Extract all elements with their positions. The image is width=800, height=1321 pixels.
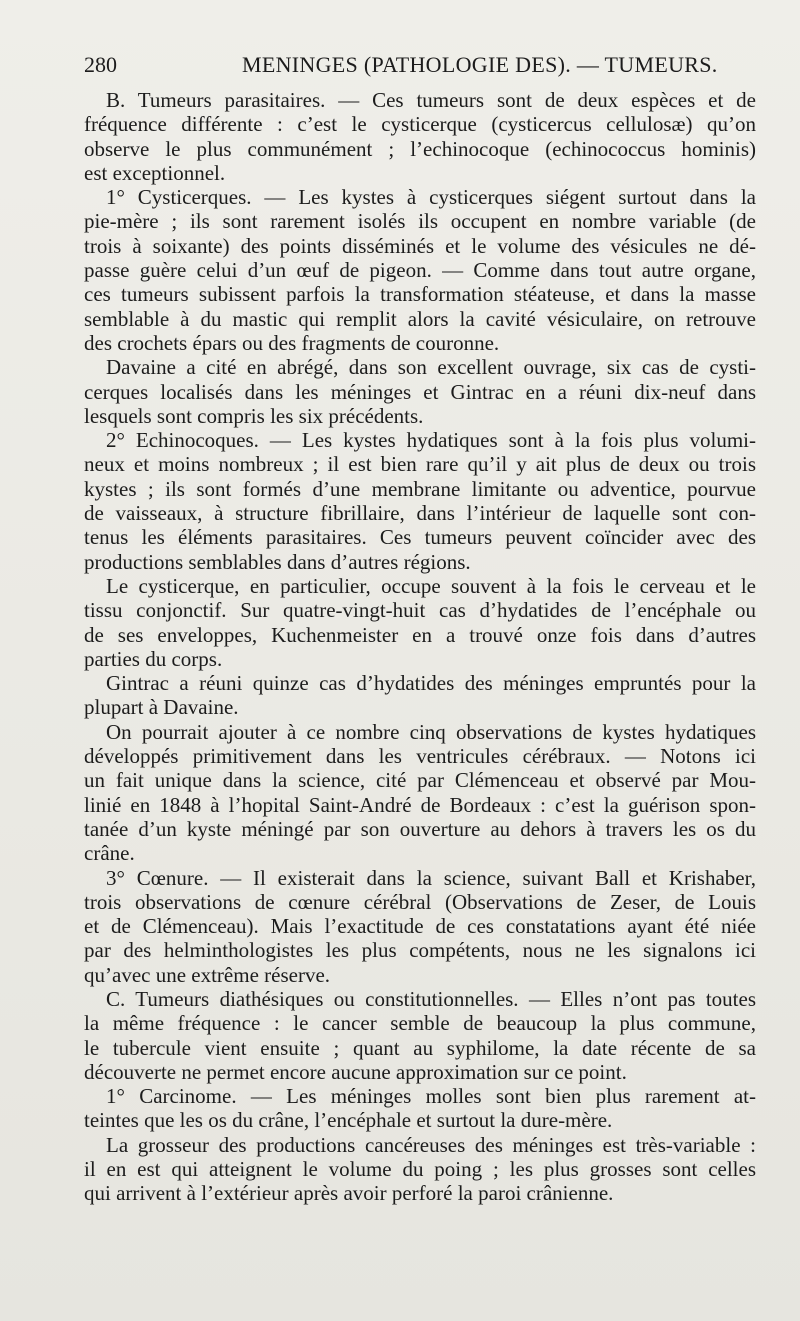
- text-line: parties du corps.: [84, 646, 223, 671]
- text-line: il en est qui atteignent le volume du poing ; les plus grosses sont celles: [84, 1157, 756, 1182]
- text-line: B. Tumeurs parasitaires. — Ces tumeurs sont de deux espèces et de: [106, 88, 756, 112]
- text-line: trois observations de cœnure cérébral (Observations de Zeser, de Louis: [84, 889, 756, 914]
- text-line: C. Tumeurs diathésiques ou constitutionnelles. — Elles n’ont pas toutes: [106, 986, 756, 1011]
- text-line: et de Clémenceau). Mais l’exactitude de ces constatations ayant été niée: [84, 914, 756, 939]
- text-line: passe guère celui d’un œuf de pigeon. — Comme dans tout autre organe,: [84, 258, 756, 283]
- text-line: par des helminthologistes les plus compétents, nous ne les signalons ici: [84, 938, 756, 963]
- text-line: Davaine a cité en abrégé, dans son excellent ouvrage, six cas de cysti-: [106, 355, 756, 380]
- text-line: de ses enveloppes, Kuchenmeister en a trouvé onze fois dans d’autres: [84, 622, 756, 647]
- paragraph: [84, 1084, 756, 1133]
- text-line: kystes ; ils sont formés d’une membrane limitante ou adventice, pourvue: [84, 476, 756, 501]
- paragraph: [84, 185, 756, 355]
- text-line: Le cysticerque, en particulier, occupe souvent à la fois le cerveau et le: [106, 573, 756, 598]
- text-line: semblable à du mastic qui remplit alors la cavité vésiculaire, on retrouve: [84, 306, 756, 331]
- page-number: 280: [84, 52, 117, 77]
- text-line: le tubercule vient ensuite ; quant au syphilome, la date récente de sa: [84, 1035, 756, 1060]
- text-line: un fait unique dans la science, cité par Clémenceau et observé par Mou-: [84, 768, 756, 793]
- text-line: tenus les éléments parasitaires. Ces tumeurs peuvent coïncider avec des: [84, 525, 756, 550]
- paragraph: [84, 574, 756, 671]
- text-line: des crochets épars ou des fragments de couronne.: [84, 330, 500, 355]
- running-title: MENINGES (PATHOLOGIE DES). — TUMEURS.: [242, 52, 718, 77]
- paragraph: [84, 720, 756, 866]
- text-line: ces tumeurs subissent parfois la transformation stéateuse, et dans la masse: [84, 282, 756, 307]
- text-line: On pourrait ajouter à ce nombre cinq observations de kystes hydatiques: [106, 719, 756, 744]
- paragraph: [84, 355, 756, 428]
- text-line: observe le plus communément ; l’echinocoque (echinococcus hominis): [84, 136, 756, 161]
- text-line: découverte ne permet encore aucune approximation sur ce point.: [84, 1059, 627, 1084]
- text-line: la même fréquence : le cancer semble de beaucoup la plus commune,: [84, 1011, 756, 1036]
- text-line: crâne.: [84, 841, 135, 866]
- paragraph: [84, 1133, 756, 1206]
- text-line: qui arrivent à l’extérieur après avoir perforé la paroi crânienne.: [84, 1181, 614, 1206]
- text-line: pie-mère ; ils sont rarement isolés ils occupent en nombre variable (de: [84, 209, 756, 234]
- text-line: La grosseur des productions cancéreuses des méninges est très-variable :: [106, 1132, 756, 1157]
- text-line: cerques localisés dans les méninges et Gintrac en a réuni dix-neuf dans: [84, 379, 756, 404]
- paragraph: [84, 88, 756, 185]
- text-line: 1° Carcinome. — Les méninges molles sont bien plus rarement at-: [106, 1084, 756, 1109]
- paragraph: [84, 987, 756, 1084]
- text-line: développés primitivement dans les ventricules cérébraux. — Notons ici: [84, 744, 756, 769]
- text-line: 1° Cysticerques. — Les kystes à cysticerques siégent surtout dans la: [106, 185, 756, 210]
- text-line: fréquence différente : c’est le cysticerque (cysticercus cellulosæ) qu’on: [84, 112, 756, 137]
- text-line: 3° Cœnure. — Il existerait dans la science, suivant Ball et Krishaber,: [106, 865, 756, 890]
- text-line: neux et moins nombreux ; il est bien rare qu’il y ait plus de deux ou trois: [84, 452, 756, 477]
- text-line: tissu conjonctif. Sur quatre-vingt-huit cas d’hydatides de l’encéphale ou: [84, 598, 756, 623]
- page-header: [84, 52, 756, 82]
- paragraph: [84, 671, 756, 720]
- text-line: teintes que les os du crâne, l’encéphale et surtout la dure-mère.: [84, 1108, 613, 1133]
- text-line: 2° Echinocoques. — Les kystes hydatiques sont à la fois plus volumi-: [106, 428, 756, 453]
- text-line: linié en 1848 à l’hopital Saint-André de Bordeaux : c’est la guérison spon-: [84, 792, 756, 817]
- text-line: tanée d’un kyste méningé par son ouverture au dehors à travers les os du: [84, 816, 756, 841]
- paragraph: [84, 428, 756, 574]
- text-line: de vaisseaux, à structure fibrillaire, dans l’intérieur de laquelle sont con-: [84, 501, 756, 526]
- text-line: productions semblables dans d’autres régions.: [84, 549, 471, 574]
- text-line: plupart à Davaine.: [84, 695, 239, 720]
- text-line: trois à soixante) des points disséminés et le volume des vésicules ne dé-: [84, 233, 756, 258]
- text-line: qu’avec une extrême réserve.: [84, 962, 331, 987]
- text-line: est exceptionnel.: [84, 160, 226, 185]
- text-line: lesquels sont compris les six précédents.: [84, 403, 424, 428]
- text-line: Gintrac a réuni quinze cas d’hydatides des méninges empruntés pour la: [106, 671, 756, 696]
- paragraph: [84, 866, 756, 987]
- body-text: [84, 88, 756, 1206]
